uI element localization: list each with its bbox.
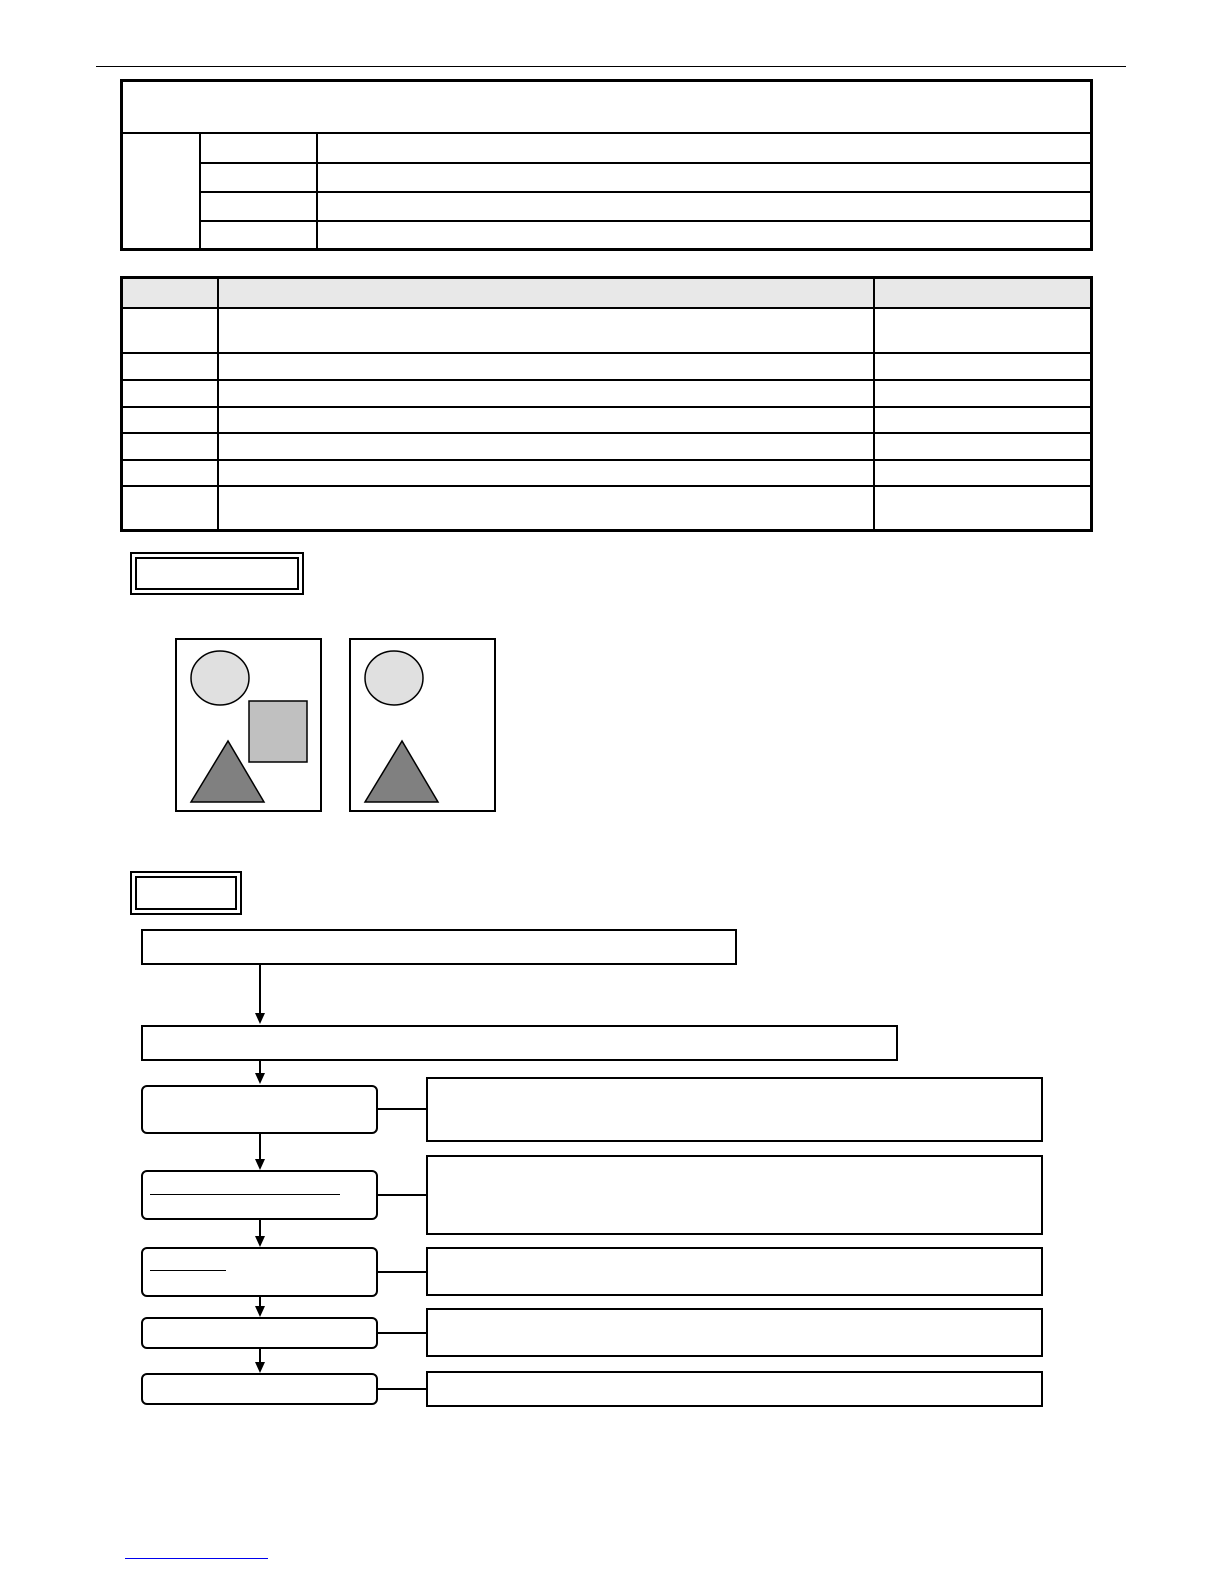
flow-step-note-text xyxy=(432,1187,1032,1205)
flow-step-label xyxy=(147,1324,372,1342)
flow-step-underline xyxy=(150,1270,226,1271)
flow-step-note xyxy=(426,1371,1043,1407)
flow-step xyxy=(141,1317,378,1349)
flow-step-note xyxy=(426,1155,1043,1235)
flow-step-note xyxy=(426,1247,1043,1296)
flow-step xyxy=(141,1085,378,1134)
flow-step-label xyxy=(147,1174,372,1192)
flow-step xyxy=(141,1170,378,1220)
flow-step-label xyxy=(147,1380,372,1398)
flow-step-note-text xyxy=(432,1263,1032,1281)
flow-step-label xyxy=(147,1251,372,1269)
flow-step-label xyxy=(147,1101,372,1119)
flow-step-note-text xyxy=(432,1381,1032,1399)
footer-link-text[interactable] xyxy=(125,1543,137,1563)
flow-step-note xyxy=(426,1077,1043,1142)
flow-step xyxy=(141,1373,378,1405)
flow-step-underline xyxy=(150,1194,340,1195)
flow-step-note-text xyxy=(432,1101,1032,1119)
flow-step-note xyxy=(426,1308,1043,1357)
footer-link[interactable] xyxy=(125,1545,268,1559)
flow-step xyxy=(141,1247,378,1297)
flow-step-note-text xyxy=(432,1324,1032,1342)
